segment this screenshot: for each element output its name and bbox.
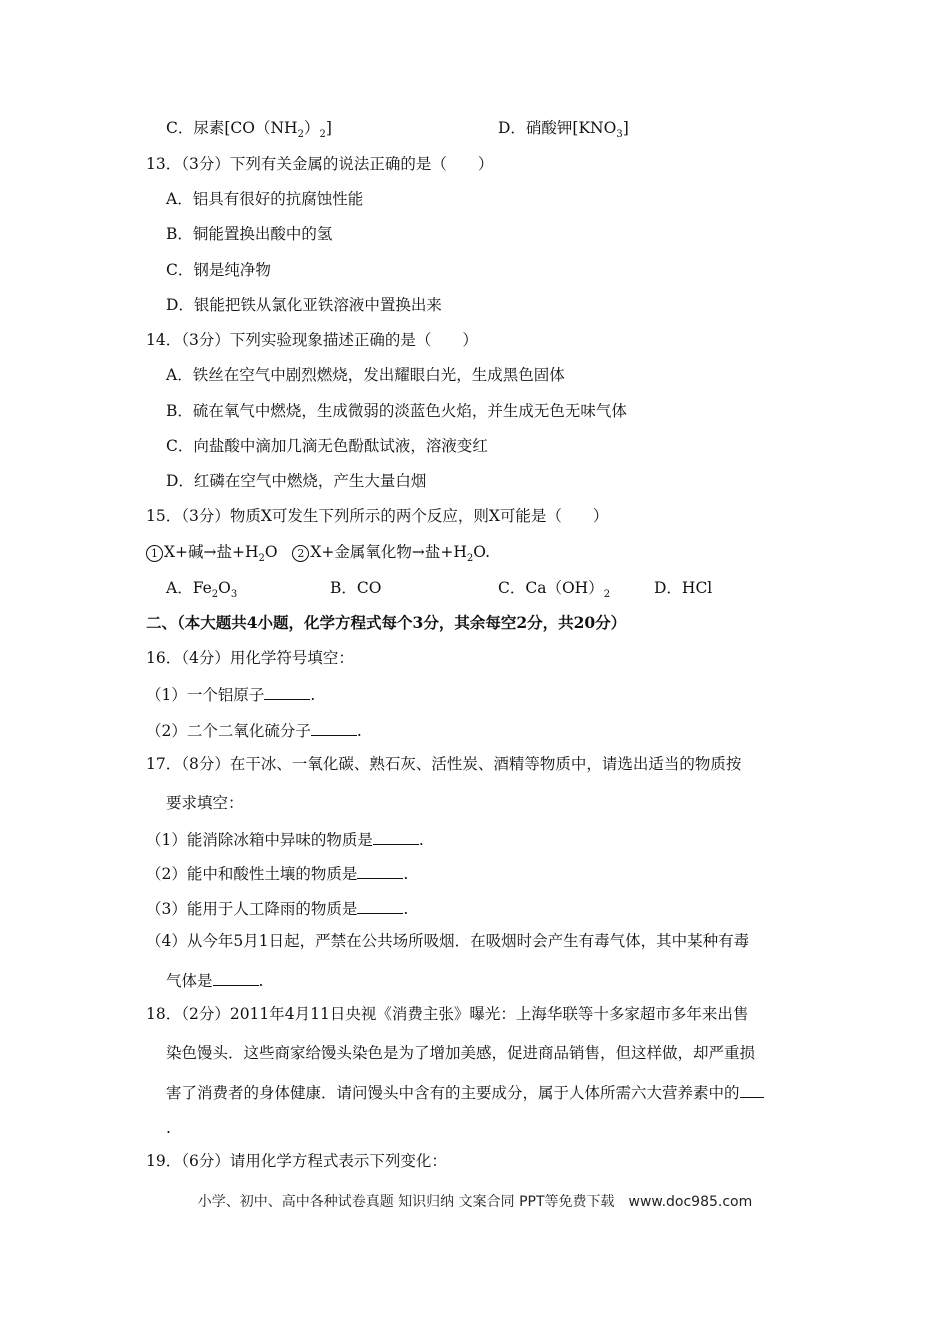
q16-sub-2: （2）二个二氧化硫分子 . <box>146 719 362 741</box>
q17-sub-4-cont: 气体是 . <box>166 969 263 991</box>
q14-option-b: B．硫在氧气中燃烧，生成微弱的淡蓝色火焰，并生成无色无味气体 <box>166 402 627 420</box>
q16-sub-1: （1）一个铝原子 . <box>146 683 315 705</box>
q17-stem-cont: 要求填空： <box>166 794 244 812</box>
page-footer: 小学、初中、高中各种试卷真题 知识归纳 文案合同 PPT等免费下载 www.doc985.com <box>197 1194 753 1210</box>
answer-blank[interactable] <box>357 897 403 914</box>
q13-option-d: D．银能把铁从氯化亚铁溶液中置换出来 <box>166 296 442 314</box>
q18-line-4: . <box>166 1119 171 1137</box>
circled-number-1: 1 <box>146 545 163 562</box>
q14-option-c: C．向盐酸中滴加几滴无色酚酞试液，溶液变红 <box>166 437 488 455</box>
q18-line-3: 害了消费者的身体健康．请问馒头中含有的主要成分，属于人体所需六大营养素中的 <box>166 1081 764 1103</box>
q17-sub-2: （2）能中和酸性土壤的物质是 . <box>146 862 408 884</box>
q19-stem: 19．（6分）请用化学方程式表示下列变化： <box>146 1152 447 1170</box>
q13-option-b: B．铜能置换出酸中的氢 <box>166 225 333 243</box>
q12-option-d: D．硝酸钾$[KNO_3]$ <box>498 119 629 141</box>
q13-option-c: C．钢是纯净物 <box>166 261 271 279</box>
section-2-title: 二、（本大题共4小题，化学方程式每个3分，其余每空2分，共20分） <box>146 613 627 632</box>
q13-option-a: A．铝具有很好的抗腐蚀性能 <box>166 190 364 208</box>
answer-blank[interactable] <box>740 1081 764 1098</box>
q17-sub-4: （4）从今年5月1日起，严禁在公共场所吸烟．在吸烟时会产生有毒气体，其中某种有毒 <box>146 932 750 950</box>
q13-stem: 13．（3分）下列有关金属的说法正确的是（ ） <box>146 155 494 173</box>
q15-option-d: D．HCl <box>654 579 713 597</box>
q14-option-a: A．铁丝在空气中剧烈燃烧，发出耀眼白光，生成黑色固体 <box>166 366 565 384</box>
answer-blank[interactable] <box>213 969 259 986</box>
q15-stem: 15．（3分）物质X可发生下列所示的两个反应，则X可能是（ ） <box>146 507 609 525</box>
q17-sub-3: （3）能用于人工降雨的物质是 . <box>146 897 408 919</box>
q17-stem: 17．（8分）在干冰、一氧化碳、熟石灰、活性炭、酒精等物质中，请选出适当的物质按 <box>146 755 742 773</box>
q14-stem: 14．（3分）下列实验现象描述正确的是（ ） <box>146 331 478 349</box>
answer-blank[interactable] <box>357 862 403 879</box>
q14-option-d: D．红磷在空气中燃烧，产生大量白烟 <box>166 472 427 490</box>
q15-reactions: 1 X+碱→盐$+H_2O$ 2 X+金属氧化物→盐$+H_2O$. <box>146 542 490 562</box>
q16-stem: 16．（4分）用化学符号填空： <box>146 649 354 667</box>
q15-option-b: B．CO <box>330 579 382 597</box>
q18-line-1: 18．（2分）2011年4月11日央视《消费主张》曝光：上海华联等十多家超市多年来出售 <box>146 1005 749 1023</box>
answer-blank[interactable] <box>311 719 357 736</box>
q15-option-a: A．$Fe_2O_3$ <box>166 579 238 601</box>
answer-blank[interactable] <box>264 683 310 700</box>
q12-option-c: C．尿素$[CO(NH_2)_2]$ <box>166 119 332 141</box>
answer-blank[interactable] <box>373 828 419 845</box>
circled-number-2: 2 <box>292 545 309 562</box>
q15-option-c: C．$Ca(OH)_2$ <box>498 579 611 601</box>
q17-sub-1: （1）能消除冰箱中异味的物质是 . <box>146 828 424 850</box>
q18-line-2: 染色馒头．这些商家给馒头染色是为了增加美感，促进商品销售，但这样做，却严重损 <box>166 1044 756 1062</box>
